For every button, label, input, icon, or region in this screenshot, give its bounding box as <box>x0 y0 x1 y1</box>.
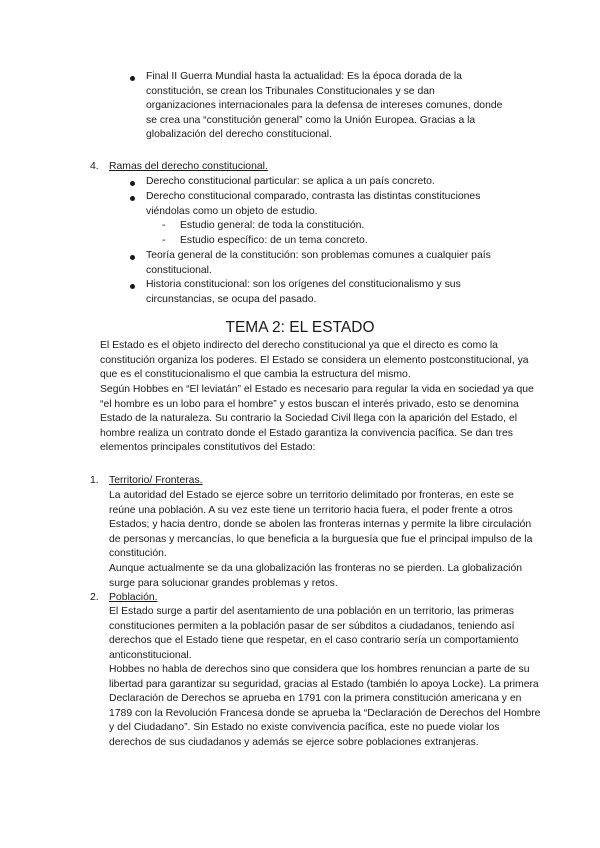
bullet-icon <box>130 76 135 81</box>
element-paragraph: El Estado surge a partir del asentamiento de una población en un territorio, las primeras constituciones permiten a la población pasar de ser súbditos a ciudadanos, teniendo así derechos que el Estado tiene que respetar, en el caso contrario sería un comportamiento anticonstitucional. <box>109 606 519 661</box>
element-paragraph: La autoridad del Estado se ejerce sobre un territorio delimitado por fronteras, en este se reúne una población. A su vez este tiene un territorio hacia fuera, el poder frente a otros Estados; y hacia dentro, donde se abolen las fronteras internas y permite la libre circulación de personas y mercancías, lo que beneficia a la burguesía que fue el principal impulso de la constitución. <box>109 490 533 560</box>
bullet-icon <box>130 196 135 201</box>
section4-subitem: Estudio específico: de un tema concreto. <box>180 235 368 246</box>
bullet-icon <box>130 284 135 289</box>
dash-icon: - <box>162 235 166 246</box>
page-title: TEMA 2: EL ESTADO <box>225 319 375 336</box>
section4-item: Derecho constitucional comparado, contrasta las distintas constituciones viéndolas como un objeto de estudio. <box>146 191 481 217</box>
section4-item: Derecho constitucional particular: se aplica a un país concreto. <box>146 176 435 187</box>
intro-paragraph: El Estado es el objeto indirecto del derecho constitucional ya que el directo es como la constitución organiza los poderes. El Estado se considera un elemento postconstitucional, ya que es el constitucionalismo el que cambia la estructura del mismo. <box>100 340 529 381</box>
element-heading: Territorio/ Fronteras. <box>109 475 203 486</box>
element-paragraph: Hobbes no habla de derechos sino que considera que los hombres renuncian a parte de su libertad para garantizar su seguridad, gracias al Estado (también lo apoya Locke). La primera Declaración de Derechos se aprueba en 1791 con la primera constitución americana y en 1789 con la Revolución Francesa donde se aprueba la “Declaración de Derechos del Hombre y del Ciudadano”. Sin Estado no existe convivencia pacífica, este no puede violar los derechos de sus ciudadanos y además se ejerce sobre poblaciones extranjeras. <box>109 664 541 748</box>
dash-icon: - <box>162 220 166 231</box>
element-heading: Población. <box>109 592 158 603</box>
section4-subitem: Estudio general: de toda la constitución. <box>180 220 365 231</box>
element-number: 2. <box>90 592 99 603</box>
section4-heading: Ramas del derecho constitucional. <box>109 161 268 172</box>
element-paragraph: Aunque actualmente se da una globalización las fronteras no se pierden. La globalización surge para solucionar grandes problemas y retos. <box>109 563 523 589</box>
section4-item: Historia constitucional: son los orígenes del constitucionalismo y sus circunstancias, se ocupa del pasado. <box>146 279 461 305</box>
element-number: 1. <box>90 475 99 486</box>
top-bullet-text: Final II Guerra Mundial hasta la actualidad: Es la época dorada de la constitución, se crean los Tribunales Constitucionales y se dan organizaciones internacionales para la defensa de intereses comunes, donde se crea una “constitución general” como la Unión Europea. Gracias a la globalización del derecho constitucional. <box>146 71 503 141</box>
bullet-icon <box>130 181 135 186</box>
bullet-icon <box>130 255 135 260</box>
section4-number: 4. <box>90 161 99 172</box>
intro-paragraph: Según Hobbes en “El leviatán” el Estado es necesario para regular la vida en sociedad ya que “el hombre es un lobo para el hombre” y estos buscan el interés privado, esto se denomina Estado de la naturaleza. Su contrario la Sociedad Civil llega con la aparición del Estado, el hombre realiza un contrato donde el Estado garantiza la convivencia pacífica. Se dan tres elementos principales constitutivos del Estado: <box>100 384 534 454</box>
section4-item: Teoría general de la constitución: son problemas comunes a cualquier país constitucional. <box>146 250 491 276</box>
